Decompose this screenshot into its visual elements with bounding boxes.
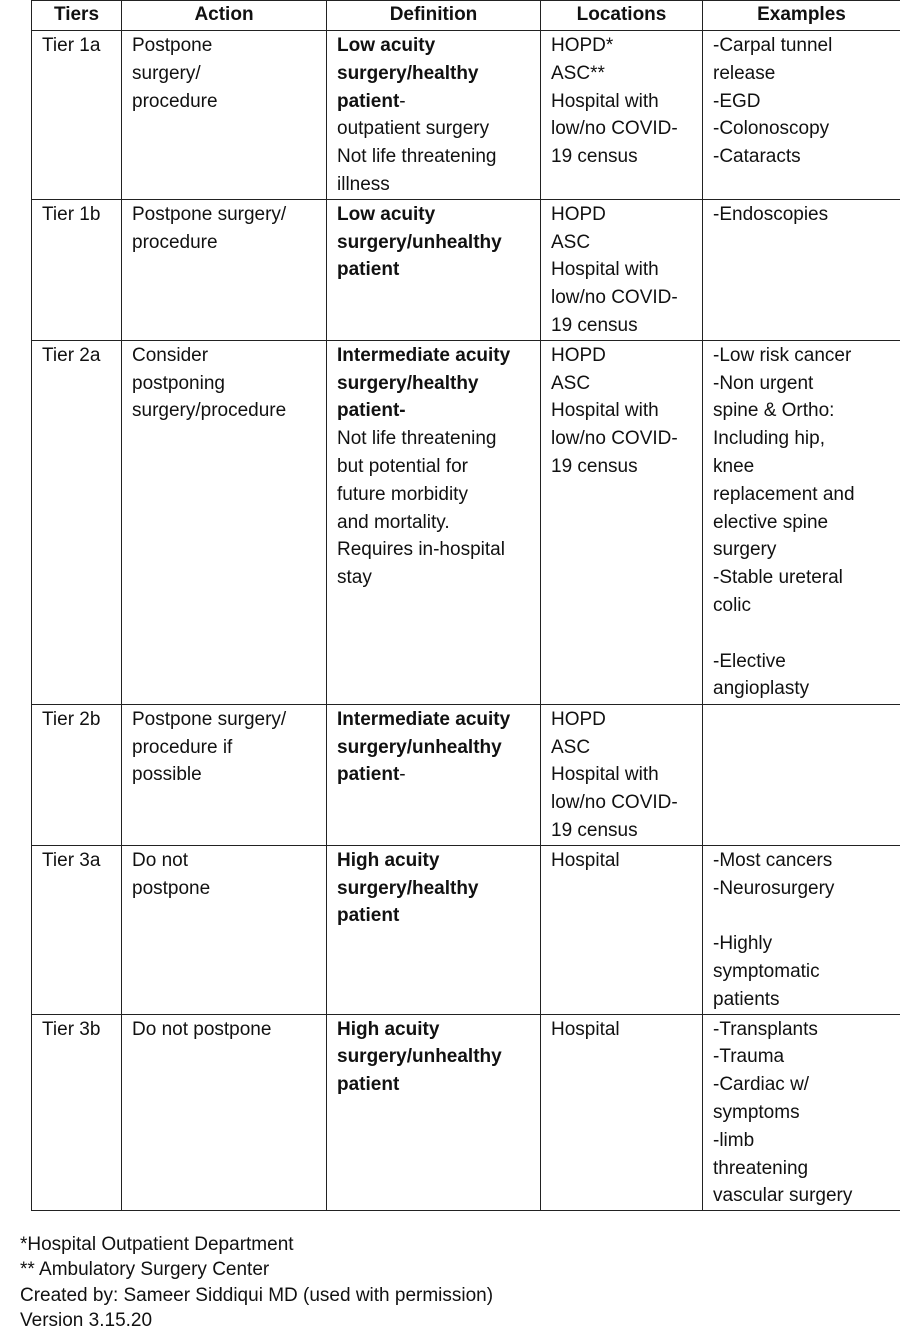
location-line: HOPD* [551, 35, 614, 56]
header-examples: Examples [703, 1, 900, 31]
definition-dash: - [399, 764, 406, 786]
definition-line: Requires in-hospital [337, 539, 505, 561]
definition-line [337, 201, 530, 229]
action-line: Postpone surgery/ [132, 203, 287, 225]
example-line [713, 620, 890, 648]
example-line: Including hip, [713, 428, 825, 450]
header-row [32, 1, 900, 31]
action-line: surgery/procedure [132, 400, 287, 422]
tier-cell [32, 340, 122, 704]
header-tiers: Tiers [32, 1, 122, 31]
examples-cell [703, 340, 900, 704]
definition-bold-text: surgery/unhealthy [337, 1046, 502, 1068]
example-line: -EGD [713, 90, 761, 112]
example-line: -Carpal tunnel [713, 35, 833, 56]
location-line: Hospital with [551, 259, 659, 281]
action-line: possible [132, 764, 202, 786]
location-line: Hospital with [551, 90, 659, 112]
definition-line [337, 256, 530, 284]
location-line: HOPD [551, 203, 606, 225]
example-line: -Neurosurgery [713, 877, 835, 899]
definition-cell [327, 845, 541, 1014]
header-definition: Definition [327, 1, 541, 31]
examples-cell [703, 1014, 900, 1211]
locations-cell [541, 1014, 703, 1211]
table-row [32, 31, 900, 200]
example-line: -Trauma [713, 1046, 785, 1068]
definition-bold-text: surgery/healthy [337, 372, 479, 394]
action-line: Postpone surgery/ [132, 708, 287, 730]
tier-cell [32, 845, 122, 1014]
definition-bold-text: patient [337, 259, 400, 281]
location-line: low/no COVID- [551, 118, 678, 140]
definition-bold-text: Low acuity [337, 35, 436, 56]
definition-line [337, 229, 530, 257]
example-line: -Colonoscopy [713, 118, 830, 140]
location-line: low/no COVID- [551, 792, 678, 814]
header-locations: Locations [541, 1, 703, 31]
example-line: symptoms [713, 1101, 800, 1123]
action-line: surgery/ [132, 62, 201, 84]
example-line: patients [713, 988, 780, 1010]
table-row [32, 704, 900, 845]
definition-bold-text: Intermediate acuity [337, 708, 511, 730]
tier-label: Tier 2a [42, 344, 101, 366]
locations-cell [541, 340, 703, 704]
tier-label: Tier 1b [42, 203, 101, 225]
location-line: HOPD [551, 344, 606, 366]
example-line: -Cardiac w/ [713, 1074, 810, 1096]
action-line: procedure [132, 90, 218, 112]
action-line: procedure if [132, 736, 233, 758]
location-line: ASC [551, 736, 591, 758]
location-line: Hospital with [551, 764, 659, 786]
example-line: -Endoscopies [713, 203, 829, 225]
asc-footnote: ** Ambulatory Surgery Center [20, 1259, 270, 1281]
action-line: Consider [132, 344, 209, 366]
definition-bold-text: surgery/unhealthy [337, 231, 502, 253]
definition-bold-text: surgery/healthy [337, 877, 479, 899]
definition-line [337, 761, 530, 789]
definition-cell [327, 199, 541, 340]
action-cell [122, 1014, 327, 1211]
table-row [32, 845, 900, 1014]
definition-line: outpatient surgery [337, 118, 490, 140]
definition-line [337, 60, 530, 88]
location-line: low/no COVID- [551, 287, 678, 309]
definition-bold-text: Low acuity [337, 203, 436, 225]
definition-line [337, 342, 530, 370]
locations-cell [541, 31, 703, 200]
version-label: Version 3.15.20 [20, 1309, 153, 1331]
definition-line [337, 706, 530, 734]
example-line: -Most cancers [713, 849, 833, 871]
location-line: Hospital [551, 849, 620, 871]
definition-cell [327, 340, 541, 704]
example-line: -Stable ureteral [713, 567, 843, 589]
location-line: 19 census [551, 146, 638, 168]
footnotes [20, 1232, 493, 1333]
definition-bold-text: patient [337, 1074, 400, 1096]
definition-line [337, 370, 530, 398]
definition-line: and mortality. [337, 511, 450, 533]
definition-dash: - [399, 90, 406, 112]
examples-cell [703, 845, 900, 1014]
definition-line [337, 1016, 530, 1044]
definition-bold-text: High acuity [337, 1018, 440, 1040]
definition-line [337, 397, 530, 425]
location-line: HOPD [551, 708, 606, 730]
definition-cell [327, 1014, 541, 1211]
tier-label: Tier 1a [42, 35, 101, 56]
definition-line [337, 1043, 530, 1071]
definition-bold-text: surgery/healthy [337, 62, 479, 84]
table-row [32, 199, 900, 340]
example-line: angioplasty [713, 678, 810, 700]
tier-cell [32, 1014, 122, 1211]
location-line: low/no COVID- [551, 428, 678, 450]
example-line: -Cataracts [713, 146, 801, 168]
action-cell [122, 704, 327, 845]
example-line: knee [713, 455, 755, 477]
locations-cell [541, 199, 703, 340]
examples-cell [703, 31, 900, 200]
example-line: spine & Ortho: [713, 400, 835, 422]
action-line: postpone [132, 877, 211, 899]
definition-line: but potential for [337, 455, 468, 477]
example-line: colic [713, 594, 752, 616]
surgery-tiers-table [31, 0, 900, 1211]
action-cell [122, 31, 327, 200]
definition-line [337, 88, 530, 116]
definition-bold-text: patient- [337, 400, 406, 422]
location-line: ASC [551, 231, 591, 253]
example-line: -Low risk cancer [713, 344, 852, 366]
locations-cell [541, 845, 703, 1014]
definition-cell [327, 704, 541, 845]
example-line: -Elective [713, 650, 786, 672]
example-line: elective spine [713, 511, 829, 533]
location-line: 19 census [551, 314, 638, 336]
action-line: Do not [132, 849, 188, 871]
locations-cell [541, 704, 703, 845]
example-line: -limb [713, 1129, 755, 1151]
definition-line [337, 847, 530, 875]
definition-bold-text: patient [337, 905, 400, 927]
definition-bold-text: surgery/unhealthy [337, 736, 502, 758]
example-line: vascular surgery [713, 1185, 853, 1207]
definition-cell [327, 31, 541, 200]
action-cell [122, 199, 327, 340]
example-line: surgery [713, 539, 777, 561]
location-line: Hospital with [551, 400, 659, 422]
location-line: Hospital [551, 1018, 620, 1040]
author-credit: Created by: Sameer Siddiqui MD (used with permission) [20, 1284, 494, 1306]
example-line: symptomatic [713, 960, 820, 982]
definition-bold-text: patient [337, 764, 400, 786]
location-line: 19 census [551, 455, 638, 477]
definition-line [337, 734, 530, 762]
definition-bold-text: patient [337, 90, 400, 112]
action-line: procedure [132, 231, 218, 253]
definition-line [337, 902, 530, 930]
action-cell [122, 845, 327, 1014]
location-line: ASC** [551, 62, 605, 84]
definition-line: Not life threatening [337, 146, 497, 168]
example-line: -Non urgent [713, 372, 814, 394]
definition-bold-text: High acuity [337, 849, 440, 871]
table-body [32, 31, 900, 1211]
definition-line: Not life threatening [337, 428, 497, 450]
definition-line [337, 875, 530, 903]
action-cell [122, 340, 327, 704]
example-line: -Highly [713, 933, 773, 955]
tier-label: Tier 3a [42, 849, 101, 871]
location-line: 19 census [551, 819, 638, 841]
header-action: Action [122, 1, 327, 31]
tier-label: Tier 3b [42, 1018, 101, 1040]
tier-cell [32, 31, 122, 200]
definition-line: future morbidity [337, 483, 468, 505]
example-line: replacement and [713, 483, 855, 505]
action-line: Postpone [132, 35, 213, 56]
examples-cell [703, 199, 900, 340]
example-line: -Transplants [713, 1018, 818, 1040]
definition-line: illness [337, 173, 390, 195]
tier-label: Tier 2b [42, 708, 101, 730]
table-row [32, 340, 900, 704]
example-line: release [713, 62, 776, 84]
tier-cell [32, 199, 122, 340]
definition-bold-text: Intermediate acuity [337, 344, 511, 366]
hopd-footnote: *Hospital Outpatient Department [20, 1234, 294, 1255]
action-line: Do not postpone [132, 1018, 272, 1040]
definition-line: stay [337, 567, 372, 589]
tier-cell [32, 704, 122, 845]
action-line: postponing [132, 372, 225, 394]
example-line [713, 902, 890, 930]
example-line: threatening [713, 1157, 809, 1179]
definition-line [337, 32, 530, 60]
examples-cell [703, 704, 900, 845]
location-line: ASC [551, 372, 591, 394]
table-row [32, 1014, 900, 1211]
definition-line [337, 1071, 530, 1099]
